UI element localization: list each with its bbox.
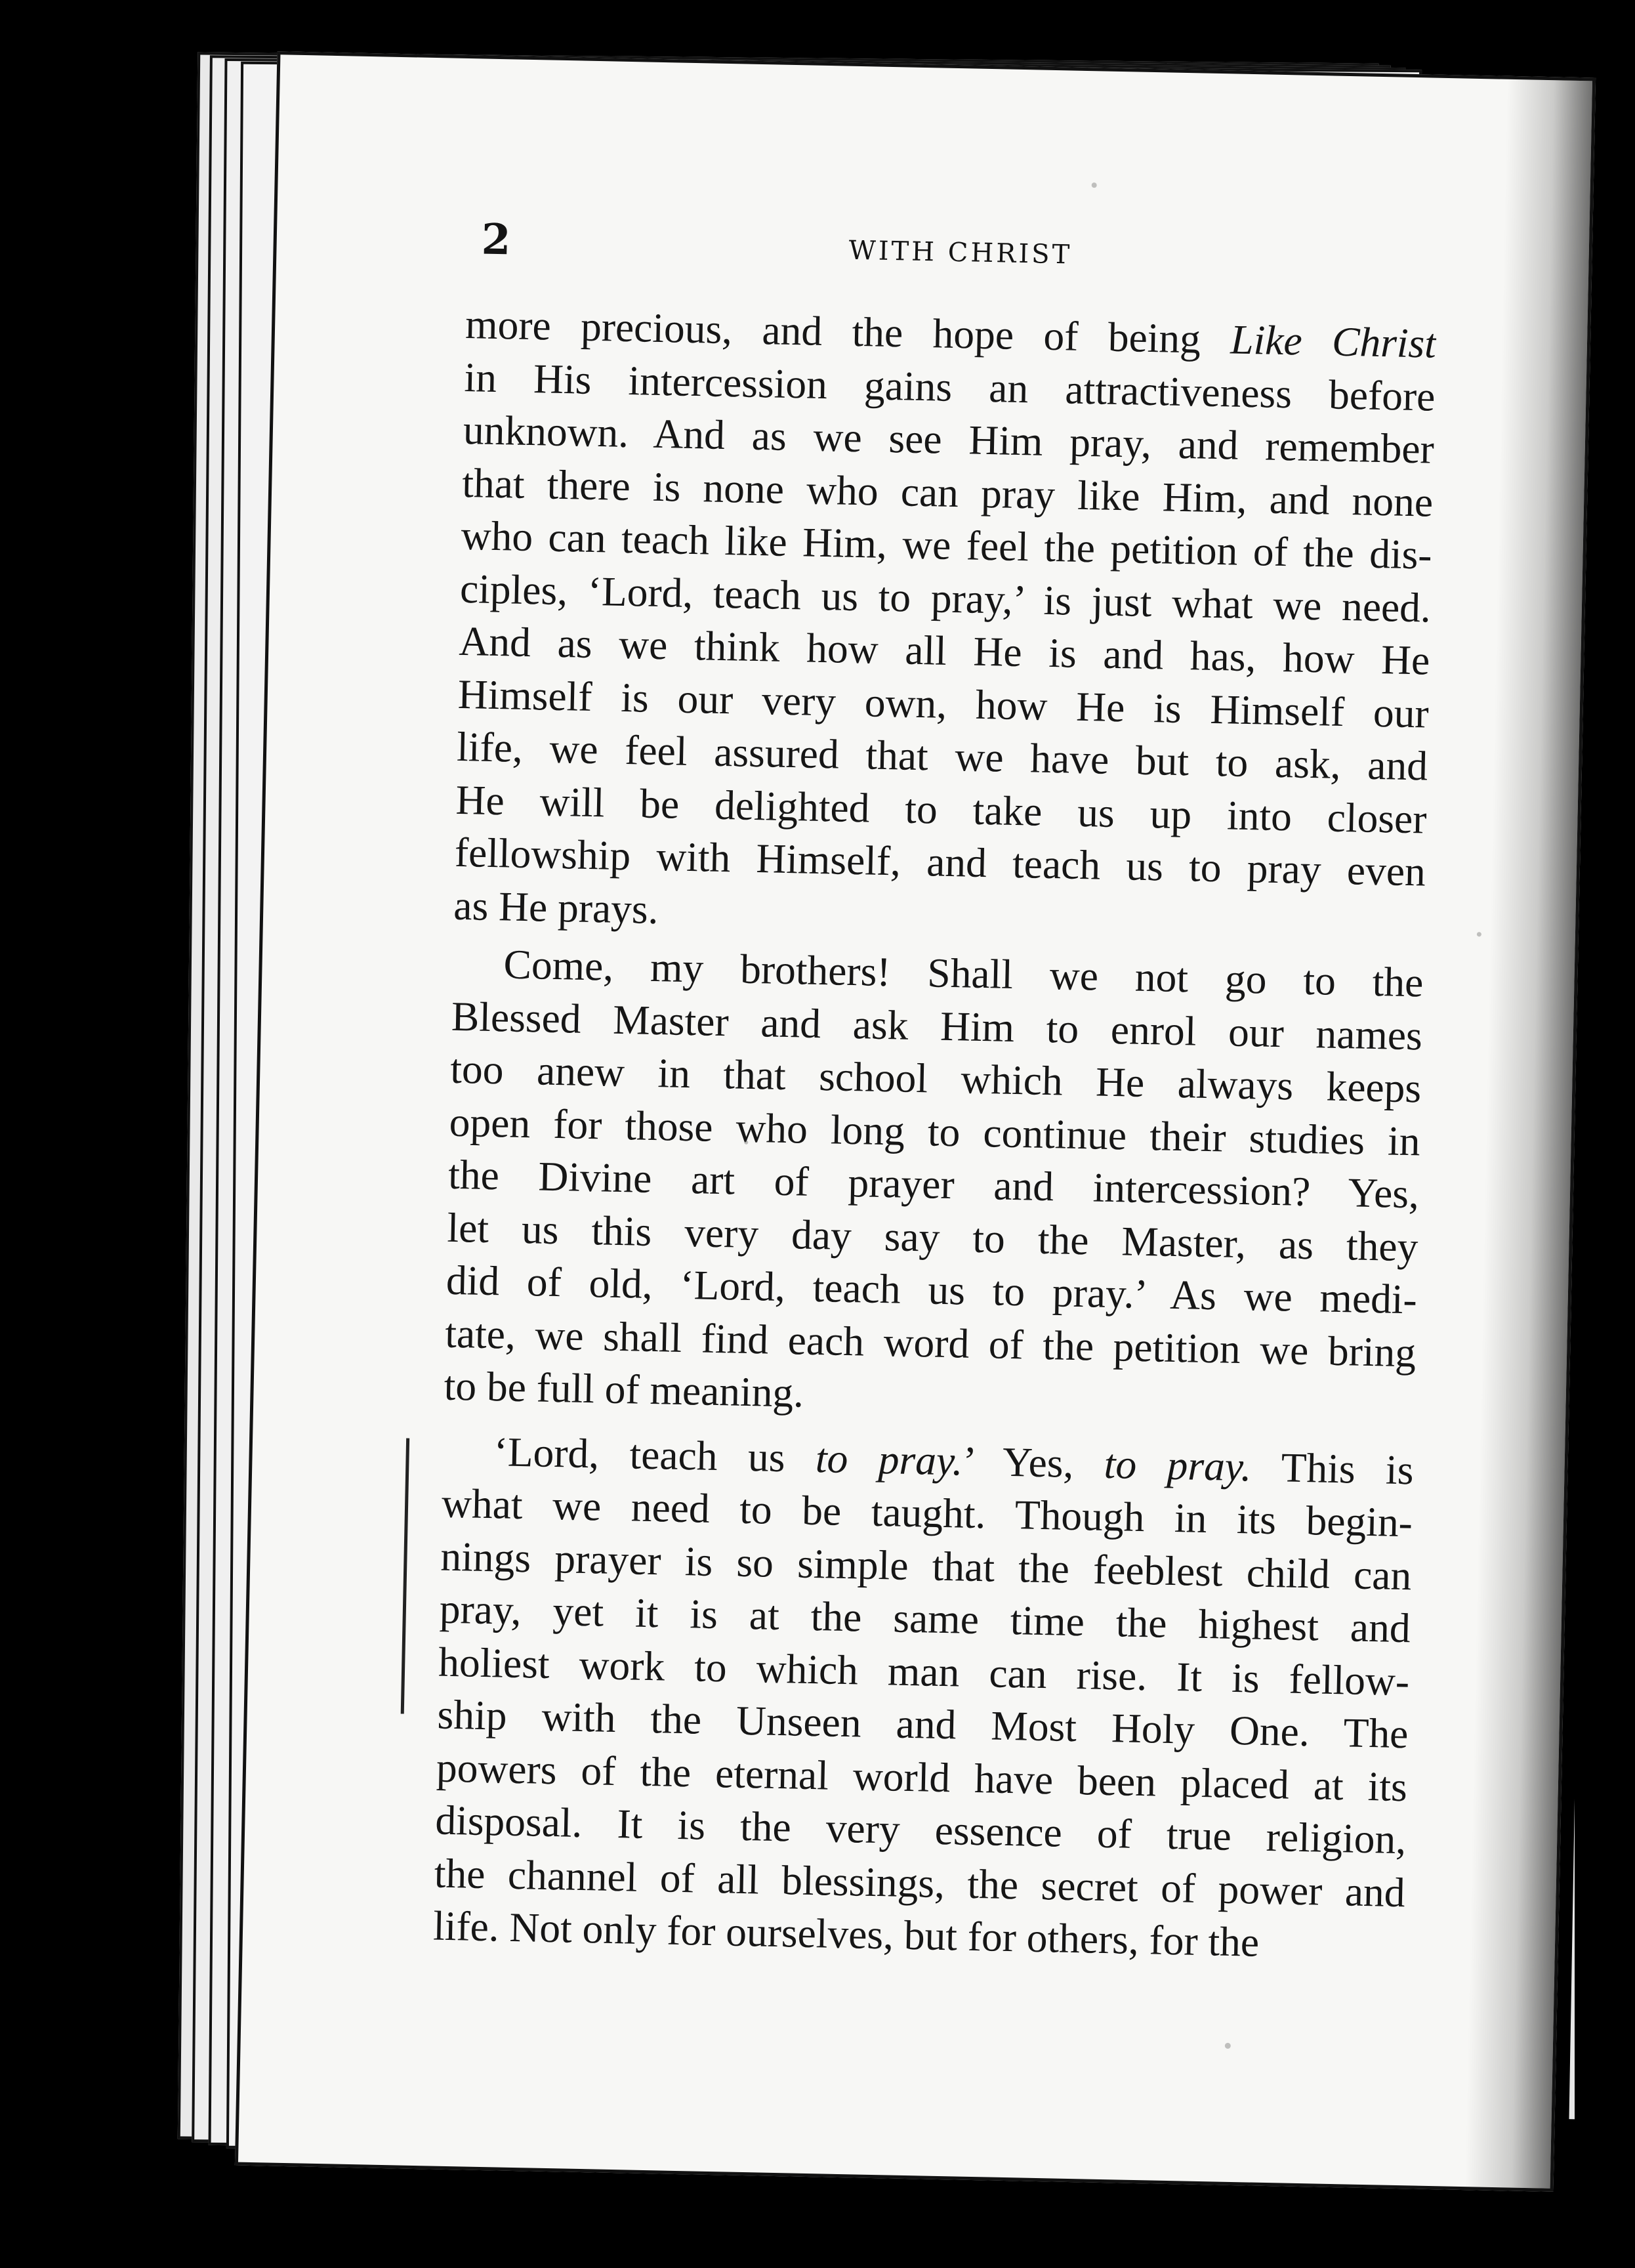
text-run: Himself is our very own, how He is Himself our: [457, 670, 1430, 737]
text-run: let us this very day say to the Master, as they: [446, 1204, 1419, 1270]
text-run: ’ Yes,: [962, 1437, 1105, 1487]
paragraph: [453, 298, 1437, 952]
paragraph: [432, 1424, 1414, 1972]
italic-run: Like Christ: [1230, 316, 1437, 367]
text-run: more precious, and the hope of being: [465, 300, 1231, 363]
text-run: This is: [1251, 1442, 1415, 1493]
text-run: Blessed Master and ask Him to enrol our names: [451, 992, 1423, 1059]
italic-run: to pray.: [815, 1434, 964, 1484]
paragraph: [444, 937, 1424, 1432]
text-run: that there is none who can pray like Him, and none: [461, 459, 1434, 526]
speck: [744, 1141, 748, 1144]
text-run: nings prayer is so simple that the feeblest child can: [440, 1532, 1412, 1599]
text-run: in His intercession gains an attractiveness before: [463, 353, 1436, 420]
text-run: the Divine art of prayer and intercession? Yes,: [447, 1150, 1420, 1217]
text-run: the channel of all blessings, the secret of power and: [434, 1849, 1406, 1916]
text-run: holiest work to which man can rise. It is fellow-: [438, 1638, 1410, 1704]
speck: [1225, 2043, 1231, 2049]
text-run: did of old, ‘Lord, teach us to pray.’ As we medi-: [445, 1256, 1418, 1323]
text-run: Come, my brothers! Shall we not go to the: [503, 940, 1424, 1006]
text-run: too anew in that school which He always keeps: [449, 1045, 1422, 1112]
text-run: He will be delighted to take us up into closer: [455, 776, 1428, 843]
margin-mark: [401, 1438, 409, 1713]
speck: [1477, 932, 1481, 936]
book-page: [235, 51, 1596, 2192]
running-head: WITH CHRIST: [848, 235, 1073, 270]
page-header: [481, 215, 1506, 301]
text-run: unknown. And as we see Him pray, and remember: [463, 406, 1435, 472]
text-run: pray, yet it is at the same time the highest and: [439, 1585, 1411, 1652]
text-run: ciples, ‘Lord, teach us to pray,’ is just what we need.: [459, 564, 1432, 631]
text-run: open for those who long to continue their studies in: [449, 1098, 1421, 1164]
text-run: as He prays.: [453, 881, 659, 933]
text-run: And as we think how all He is and has, how He: [458, 617, 1430, 684]
text-run: ‘Lord, teach us: [493, 1427, 816, 1481]
text-run: life, we feel assured that we have but to ask, and: [456, 723, 1428, 789]
page-number: 2: [481, 215, 512, 265]
text-run: life. Not only for ourselves, but for others, for the: [432, 1902, 1260, 1965]
text-run: ship with the Unseen and Most Holy One. The: [437, 1690, 1409, 1757]
text-run: fellowship with Himself, and teach us to pray even: [454, 828, 1426, 895]
text-run: who can teach like Him, we feel the petition of the dis-: [461, 511, 1433, 578]
text-run: what we need to be taught. Though in its begin-: [441, 1479, 1413, 1546]
text-run: disposal. It is the very essence of true religion,: [434, 1796, 1407, 1863]
body-text: [432, 298, 1436, 1972]
speck: [1092, 182, 1097, 188]
text-run: tate, we shall find each word of the petition we bring: [444, 1309, 1417, 1376]
text-run: to be full of meaning.: [444, 1362, 804, 1416]
italic-run: to pray.: [1104, 1440, 1252, 1490]
text-run: powers of the eternal world have been placed at its: [436, 1744, 1408, 1810]
